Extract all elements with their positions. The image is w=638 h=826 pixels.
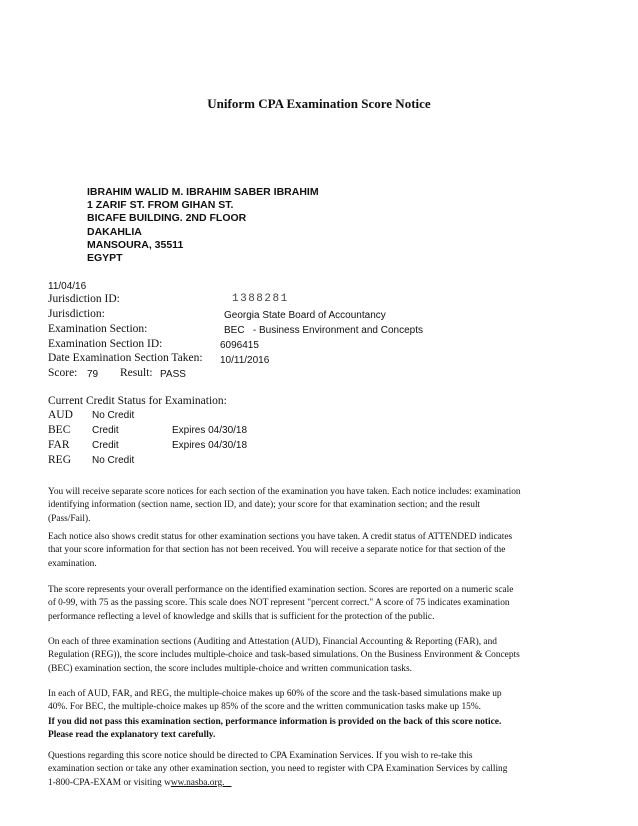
- jurisdiction-label: Jurisdiction:: [48, 308, 105, 320]
- address-name: IBRAHIM WALID M. IBRAHIM SABER IBRAHIM: [87, 186, 319, 198]
- address-region: DAKAHLIA: [87, 225, 142, 238]
- paragraph-score-scale: The score represents your overall performance on the identified examination section. Scores are reported on a numeric scale of 0-99, with 75 as the passing score. This scale does NOT represent "percent correct." A score of 75 indicates examination performance reflecting a level of knowledge and skills that is sufficient for the protection of the public.: [48, 585, 514, 622]
- score-value: 79: [87, 369, 99, 380]
- jurisdiction-id-label: Jurisdiction ID:: [48, 293, 120, 305]
- credit-expires: Expires 04/30/18: [172, 440, 248, 451]
- paragraph-questions: Questions regarding this score notice should be directed to CPA Examination Services. If you wish to re-take this examination section or take any other examination section, you need to register with CPA Examination Services by calling 1-800-CPA-EXAM or visiting www.nasba.org.: [48, 751, 508, 788]
- credit-status: Credit: [92, 440, 119, 451]
- credit-expires: Expires 04/30/18: [172, 425, 248, 436]
- credit-status: No Credit: [92, 455, 135, 466]
- credit-status-heading: Current Credit Status for Examination:: [48, 395, 227, 407]
- contact-text: 1-800-CPA-EXAM or visiting w: [48, 777, 171, 788]
- jurisdiction-value: Georgia State Board of Accountancy: [224, 310, 386, 321]
- exam-section-id-value: 6096415: [220, 340, 259, 351]
- credit-section: FAR: [48, 439, 70, 451]
- page-title: Uniform CPA Examination Score Notice: [207, 96, 431, 111]
- paragraph-fail-notice: If you did not pass this examination section, performance information is provided on the back of this score notice. Please read the explanatory text carefully.: [48, 717, 502, 741]
- address-city: MANSOURA, 35511: [87, 238, 184, 251]
- credit-section: BEC: [48, 424, 71, 436]
- mailing-address: [87, 186, 319, 265]
- address-building: BICAFE BUILDING. 2ND FLOOR: [87, 212, 247, 225]
- credit-section: AUD: [48, 409, 73, 421]
- address-street: 1 ZARIF ST. FROM GIHAN ST.: [87, 199, 234, 212]
- paragraph-sections: On each of three examination sections (Auditing and Attestation (AUD), Financial Accounting & Reporting (FAR), and Regulation (REG)), the score includes multiple-choice and task-based simulations. On the Business Environment & Concepts (BEC) examination section, the score includes multiple-choice and written communication tasks.: [48, 637, 520, 674]
- credit-status: Credit: [92, 425, 119, 436]
- date-taken-label: Date Examination Section Taken:: [48, 352, 203, 364]
- address-country: EGYPT: [87, 252, 123, 265]
- paragraph-weighting: In each of AUD, FAR, and REG, the multiple-choice makes up 60% of the score and the task-based simulations make up 40%. For BEC, the multiple-choice makes up 85% of the score and the written communication tasks make up 15%.: [48, 689, 502, 713]
- result-label: Result:: [120, 367, 153, 379]
- nasba-link[interactable]: ww.nasba.org.: [170, 777, 232, 788]
- credit-section: REG: [48, 454, 71, 466]
- notice-date: 11/04/16: [48, 281, 87, 292]
- exam-section-label: Examination Section:: [48, 323, 148, 335]
- jurisdiction-id-value: 1388281: [232, 293, 289, 305]
- exam-section-value: BEC - Business Environment and Concepts: [224, 325, 423, 336]
- result-value: PASS: [160, 369, 186, 380]
- paragraph-credit-status: Each notice also shows credit status for other examination sections you have taken. A credit status of ATTENDED indicates that your score information for that section has not been received. You will receive a separate notice for that section of the examination.: [48, 532, 513, 569]
- score-label: Score:: [48, 367, 78, 379]
- exam-section-id-label: Examination Section ID:: [48, 338, 163, 350]
- date-taken-value: 10/11/2016: [220, 355, 270, 366]
- paragraph-score-notices: You will receive separate score notices for each section of the examination you have taken. Each notice includes: examination identifying information (section name, section ID, and date); your score for that examination section; and the result (Pass/Fail).: [48, 487, 521, 524]
- credit-status: No Credit: [92, 410, 135, 421]
